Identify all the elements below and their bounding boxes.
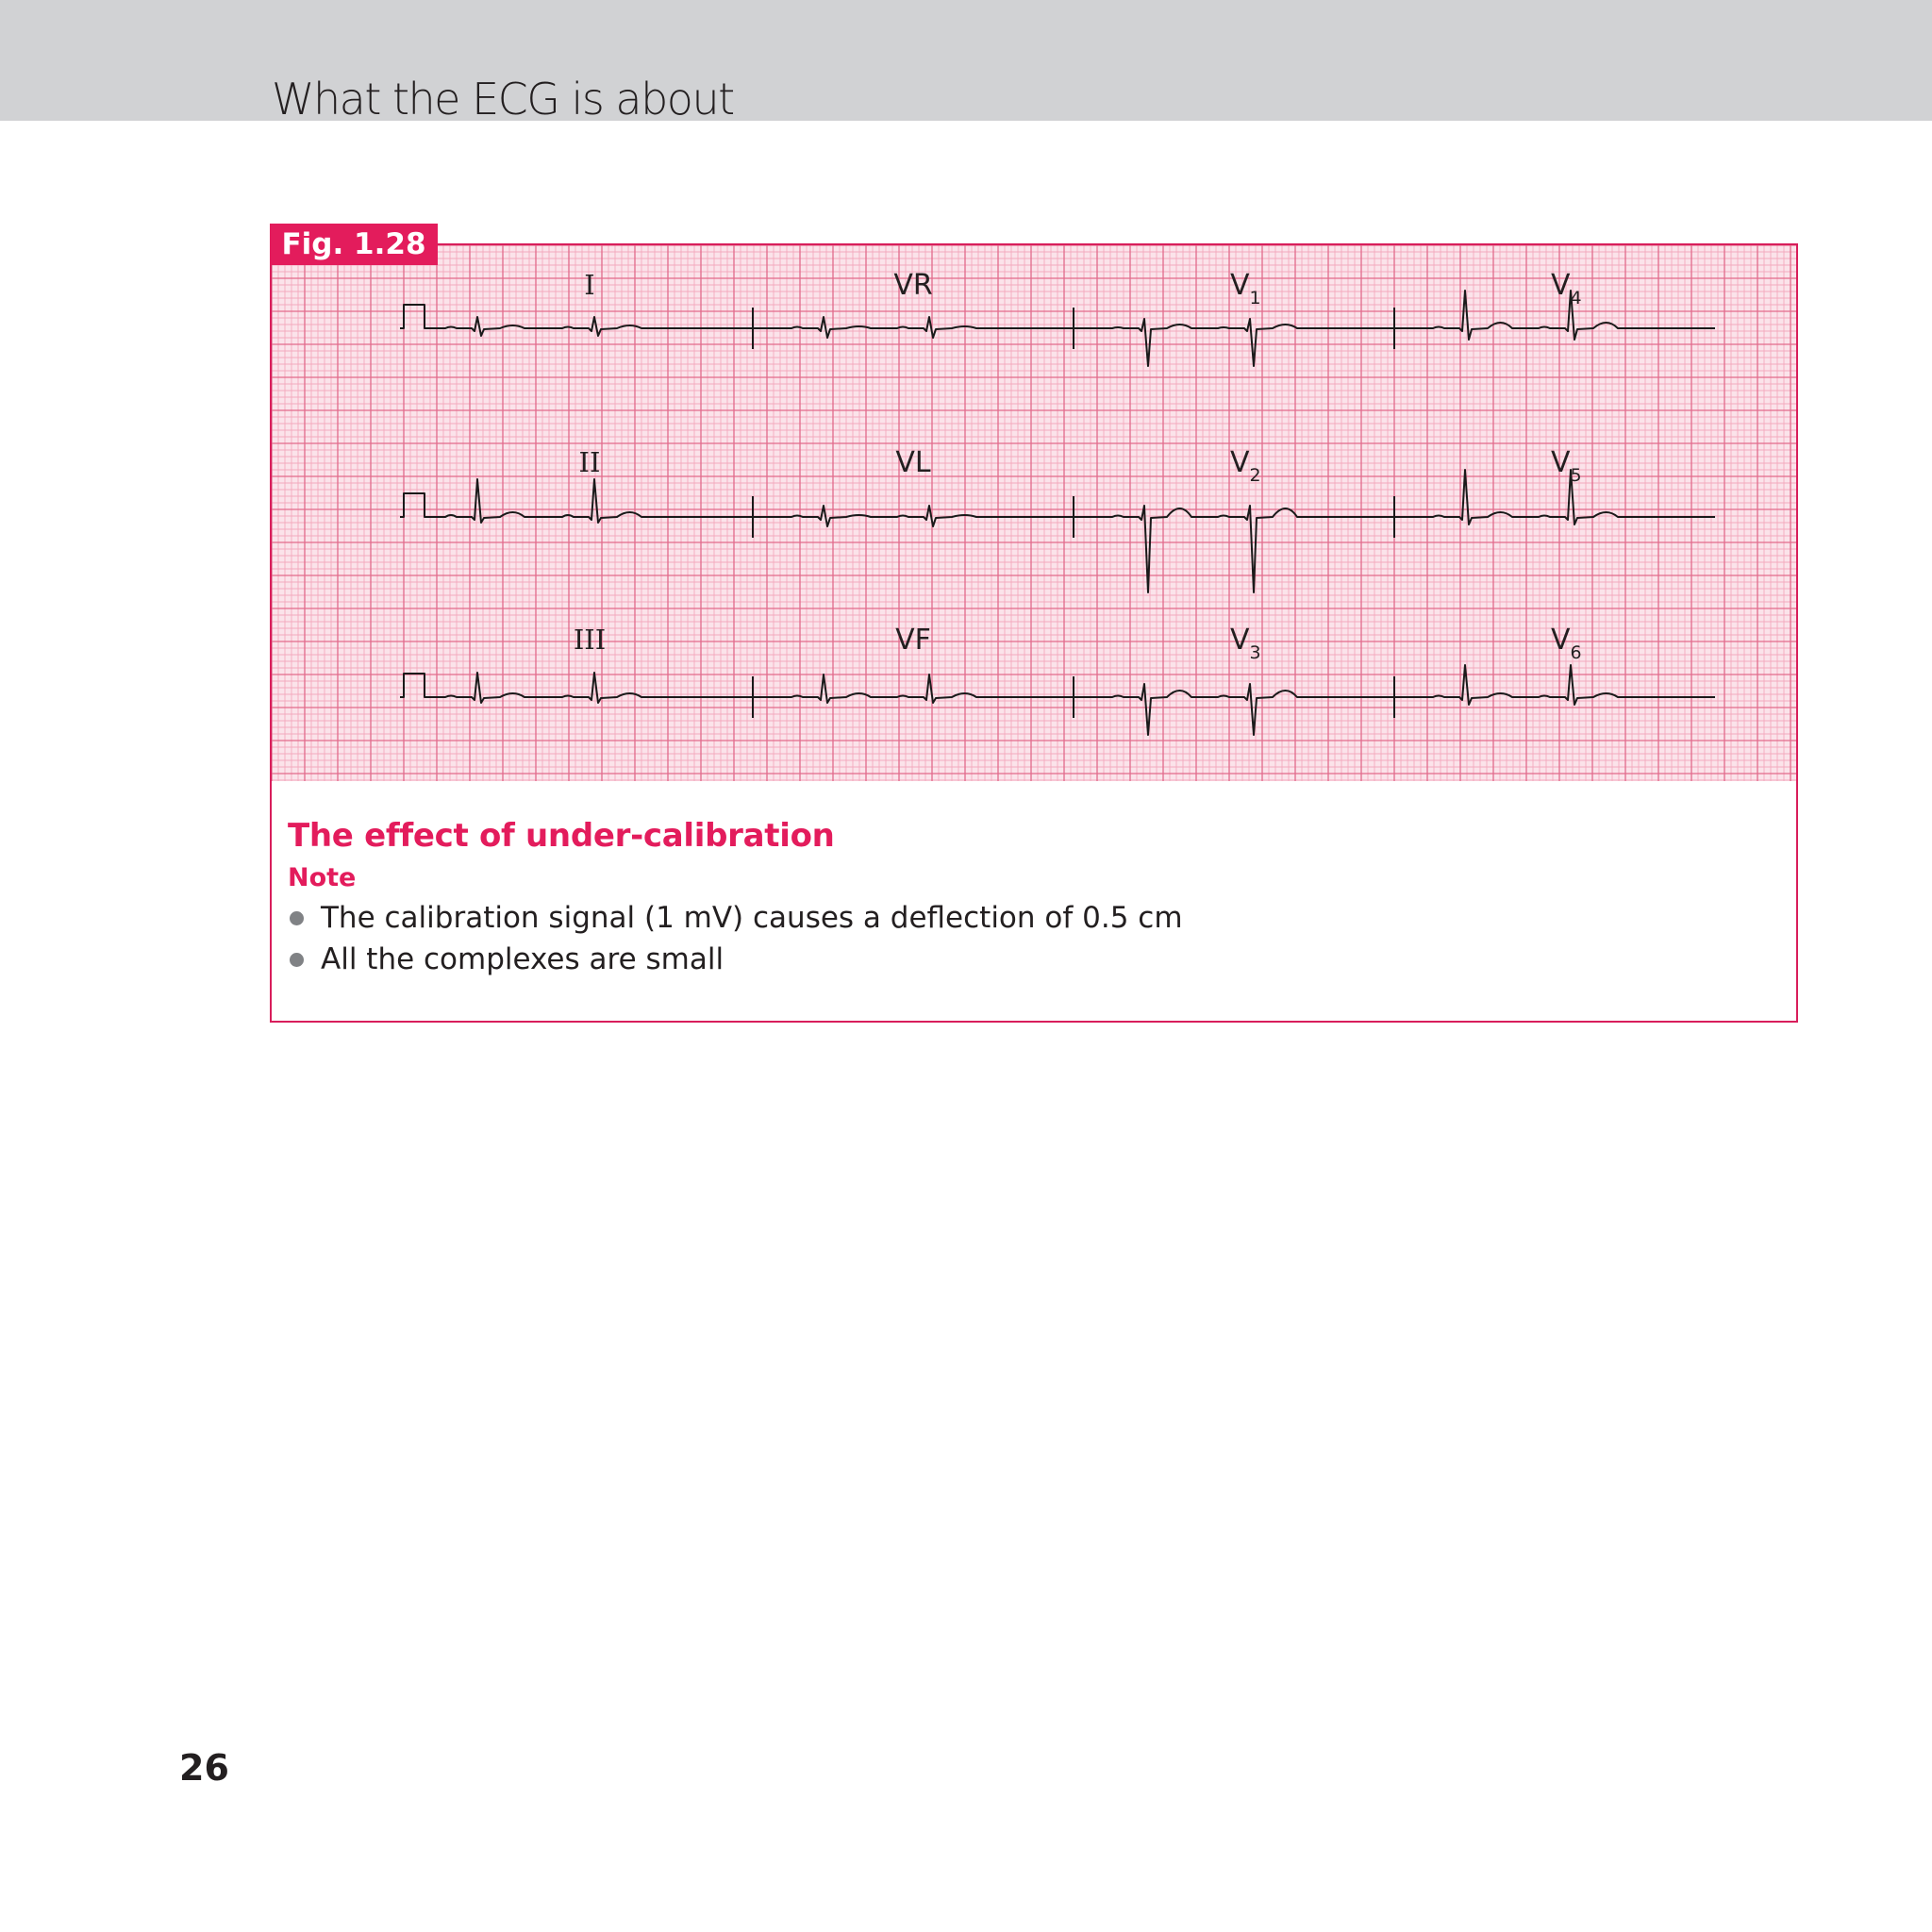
lead-label-vf: VF — [895, 624, 931, 657]
bullet-dot-icon — [290, 911, 304, 925]
lead-label-ii: II — [578, 446, 601, 478]
lead-label-v6-letter: V — [1551, 624, 1571, 657]
caption-bullet-text: All the complexes are small — [321, 942, 724, 976]
caption-bullet-item — [288, 897, 1183, 939]
page-number: 26 — [179, 1747, 229, 1789]
lead-label-v1-letter: V — [1230, 269, 1250, 302]
lead-label-vl: VL — [895, 446, 931, 479]
lead-label-v5-sub: 5 — [1570, 465, 1582, 486]
lead-label-v3-sub: 3 — [1249, 642, 1261, 663]
lead-label-iii: III — [573, 624, 607, 656]
lead-label-v4-letter: V — [1551, 269, 1571, 302]
caption-bullet-item — [288, 939, 1183, 980]
caption-bullet-list — [288, 897, 1183, 980]
lead-label-v3-letter: V — [1230, 624, 1250, 657]
lead-label-v2-letter: V — [1230, 446, 1250, 479]
ecg-strip-svg — [272, 245, 1796, 781]
lead-label-v6-sub: 6 — [1570, 642, 1582, 663]
lead-label-v1-sub: 1 — [1249, 288, 1261, 308]
caption-note-label: Note — [288, 863, 357, 892]
caption-title: The effect of under-calibration — [288, 817, 835, 855]
caption-bullet-text: The calibration signal (1 mV) causes a deflection of 0.5 cm — [321, 901, 1183, 935]
lead-label-v4-sub: 4 — [1570, 288, 1582, 308]
figure-tag: Fig. 1.28 — [270, 224, 438, 265]
lead-label-i: I — [584, 269, 595, 301]
running-head: What the ECG is about — [272, 74, 734, 125]
lead-label-vr: VR — [893, 269, 933, 302]
bullet-dot-icon — [290, 953, 304, 967]
ecg-strip — [272, 245, 1796, 781]
lead-label-v2-sub: 2 — [1249, 465, 1261, 486]
lead-label-v5-letter: V — [1551, 446, 1571, 479]
